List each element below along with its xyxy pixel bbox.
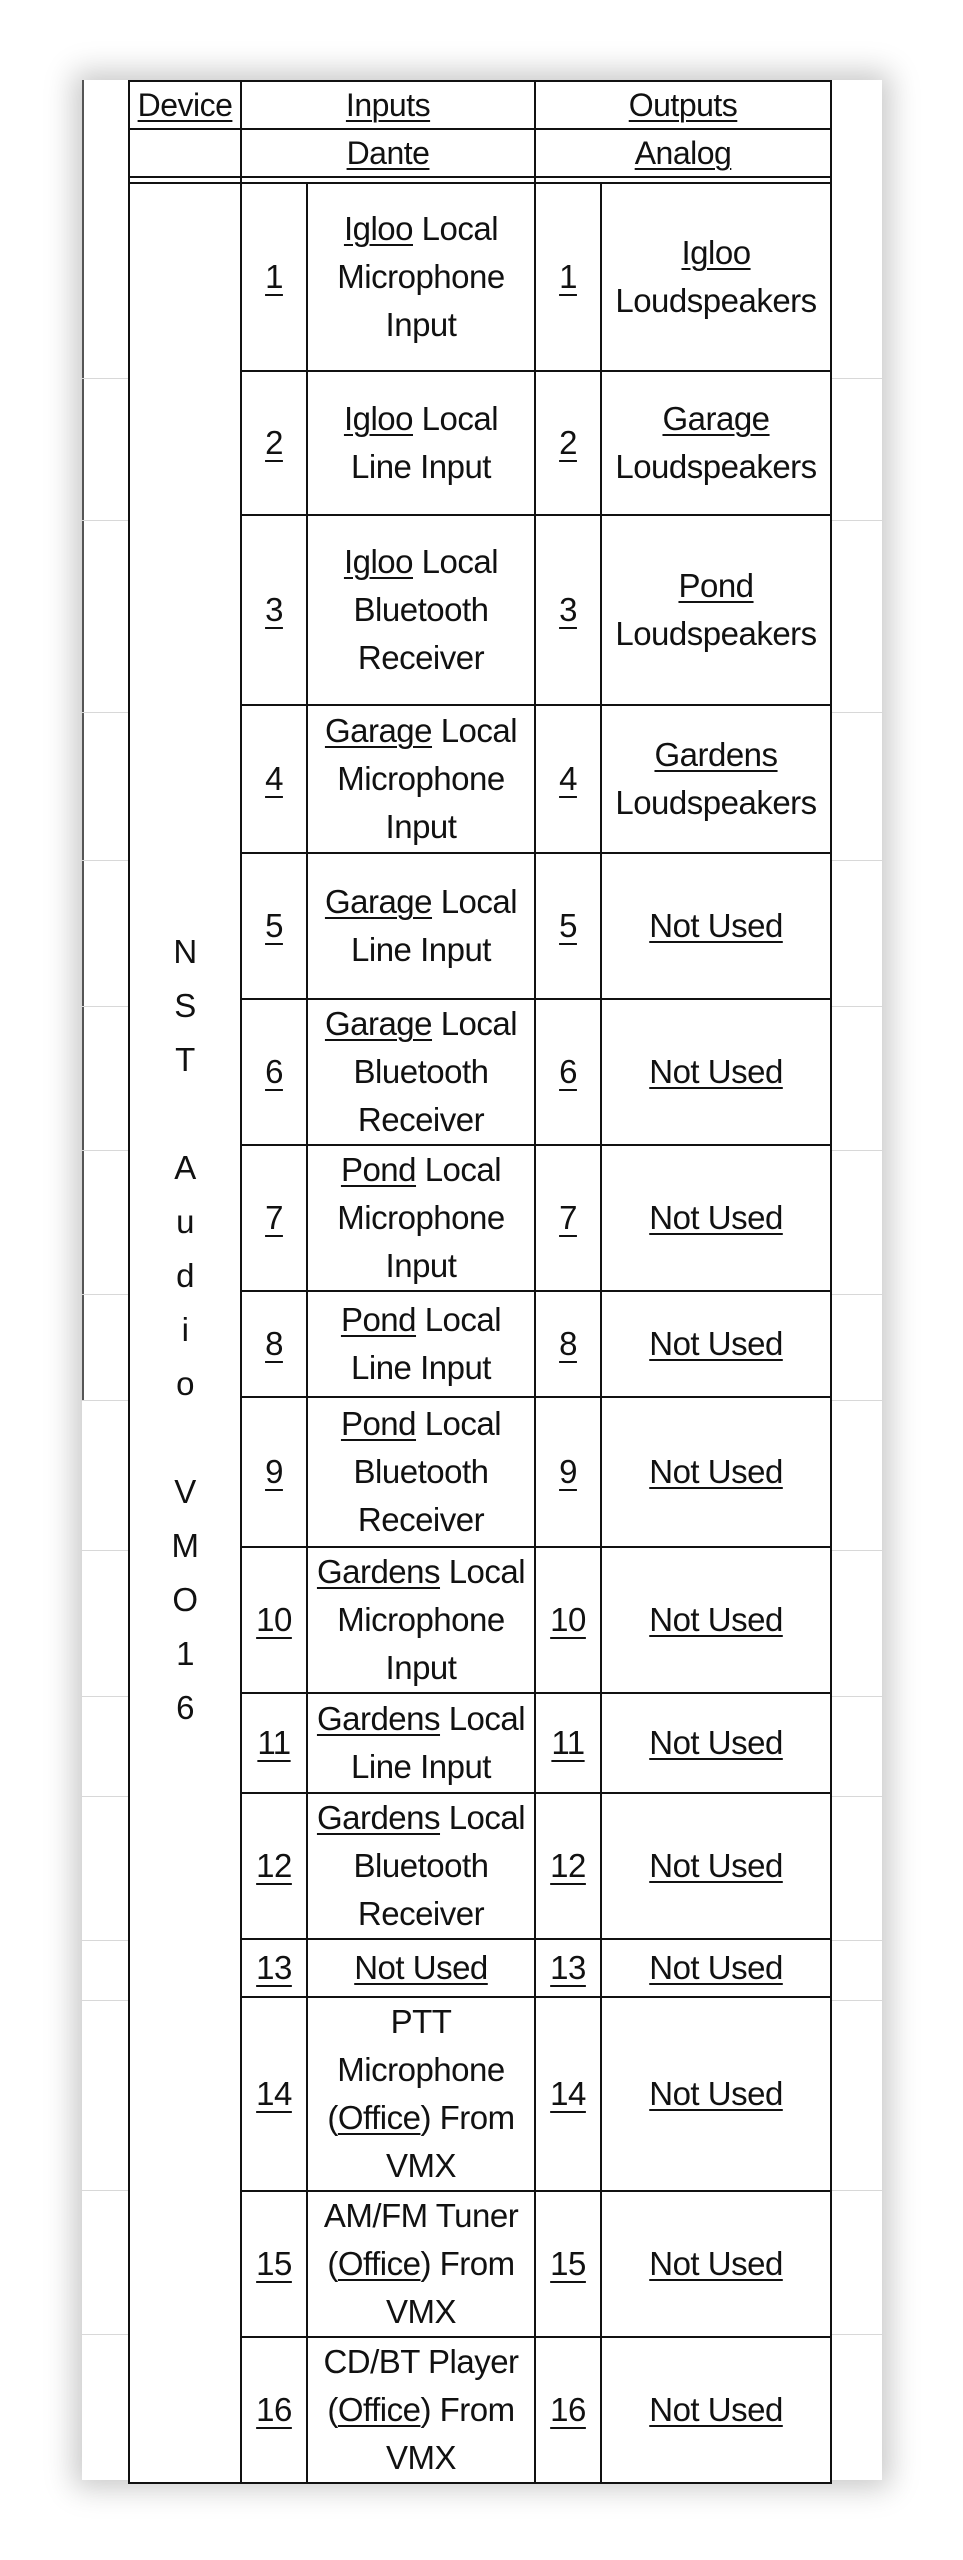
margin-gridline [82,1294,128,1295]
left-sheet-border [82,80,84,1400]
input-name: CD/BT Player (Office) From VMX [307,2337,535,2483]
output-number: 7 [535,1145,601,1291]
margin-gridline [82,520,128,521]
output-name: Not Used [601,1793,831,1939]
output-name: Not Used [601,1939,831,1997]
inputs-header: Inputs [241,81,535,129]
margin-gridline [832,1400,882,1401]
margin-gridline [832,2190,882,2191]
input-name: Garage Local Line Input [307,853,535,999]
output-name: Garage Loudspeakers [601,371,831,515]
output-number: 8 [535,1291,601,1397]
output-name: Not Used [601,1693,831,1793]
input-number: 6 [241,999,307,1145]
margin-gridline [832,1796,882,1797]
header-row [129,81,831,129]
input-number: 3 [241,515,307,705]
margin-gridline [82,1696,128,1697]
margin-gridline [82,1550,128,1551]
margin-gridline [832,712,882,713]
type-row [129,129,831,177]
input-number: 2 [241,371,307,515]
output-name: Gardens Loudspeakers [601,705,831,853]
output-number: 12 [535,1793,601,1939]
output-number: 15 [535,2191,601,2337]
output-number: 11 [535,1693,601,1793]
input-name: Pond Local Bluetooth Receiver [307,1397,535,1547]
margin-gridline [832,2000,882,2001]
outputs-header: Outputs [535,81,831,129]
output-name: Not Used [601,999,831,1145]
output-name: Not Used [601,1997,831,2191]
output-name: Not Used [601,1145,831,1291]
output-number: 1 [535,183,601,371]
input-number: 16 [241,2337,307,2483]
device-type-blank [129,129,241,177]
input-number: 8 [241,1291,307,1397]
margin-gridline [82,2190,128,2191]
io-mapping-table [128,80,832,2484]
input-name: AM/FM Tuner (Office) From VMX [307,2191,535,2337]
input-name: Gardens Local Line Input [307,1693,535,1793]
output-name: Not Used [601,1547,831,1693]
output-name: Not Used [601,853,831,999]
margin-gridline [832,378,882,379]
input-name: Igloo Local Microphone Input [307,183,535,371]
margin-gridline [82,1940,128,1941]
input-name: Igloo Local Bluetooth Receiver [307,515,535,705]
output-number: 13 [535,1939,601,1997]
output-number: 3 [535,515,601,705]
margin-gridline [832,520,882,521]
input-name: Pond Local Line Input [307,1291,535,1397]
output-number: 6 [535,999,601,1145]
input-number: 13 [241,1939,307,1997]
margin-gridline [82,2000,128,2001]
margin-gridline [832,1550,882,1551]
output-name: Not Used [601,2191,831,2337]
input-number: 7 [241,1145,307,1291]
output-number: 14 [535,1997,601,2191]
input-name: Gardens Local Microphone Input [307,1547,535,1693]
device-header: Device [129,81,241,129]
output-name: Pond Loudspeakers [601,515,831,705]
input-number: 14 [241,1997,307,2191]
input-number: 10 [241,1547,307,1693]
table-row [129,183,831,371]
input-name: Igloo Local Line Input [307,371,535,515]
margin-gridline [82,860,128,861]
input-number: 15 [241,2191,307,2337]
margin-gridline [832,860,882,861]
input-name: Gardens Local Bluetooth Receiver [307,1793,535,1939]
output-name: Not Used [601,1291,831,1397]
margin-gridline [82,378,128,379]
input-name: Pond Local Microphone Input [307,1145,535,1291]
output-number: 16 [535,2337,601,2483]
input-name: Not Used [307,1939,535,1997]
device-name-cell [129,183,241,2483]
margin-gridline [82,1400,128,1401]
margin-gridline [832,1696,882,1697]
input-name: Garage Local Bluetooth Receiver [307,999,535,1145]
output-name: Igloo Loudspeakers [601,183,831,371]
input-number: 4 [241,705,307,853]
margin-gridline [832,1150,882,1151]
outputs-type: Analog [535,129,831,177]
input-number: 12 [241,1793,307,1939]
margin-gridline [82,712,128,713]
margin-gridline [832,1940,882,1941]
output-name: Not Used [601,1397,831,1547]
margin-gridline [82,2334,128,2335]
margin-gridline [82,1796,128,1797]
inputs-type: Dante [241,129,535,177]
input-name: PTT Microphone (Office) From VMX [307,1997,535,2191]
margin-gridline [82,1006,128,1007]
input-number: 5 [241,853,307,999]
output-number: 2 [535,371,601,515]
input-number: 11 [241,1693,307,1793]
output-number: 5 [535,853,601,999]
margin-gridline [82,1150,128,1151]
input-number: 9 [241,1397,307,1547]
output-number: 4 [535,705,601,853]
device-name-vertical: N S T A u d i o V M O 1 6 [171,933,199,1726]
output-number: 9 [535,1397,601,1547]
output-number: 10 [535,1547,601,1693]
margin-gridline [832,1294,882,1295]
input-name: Garage Local Microphone Input [307,705,535,853]
margin-gridline [832,1006,882,1007]
margin-gridline [832,2334,882,2335]
output-name: Not Used [601,2337,831,2483]
input-number: 1 [241,183,307,371]
